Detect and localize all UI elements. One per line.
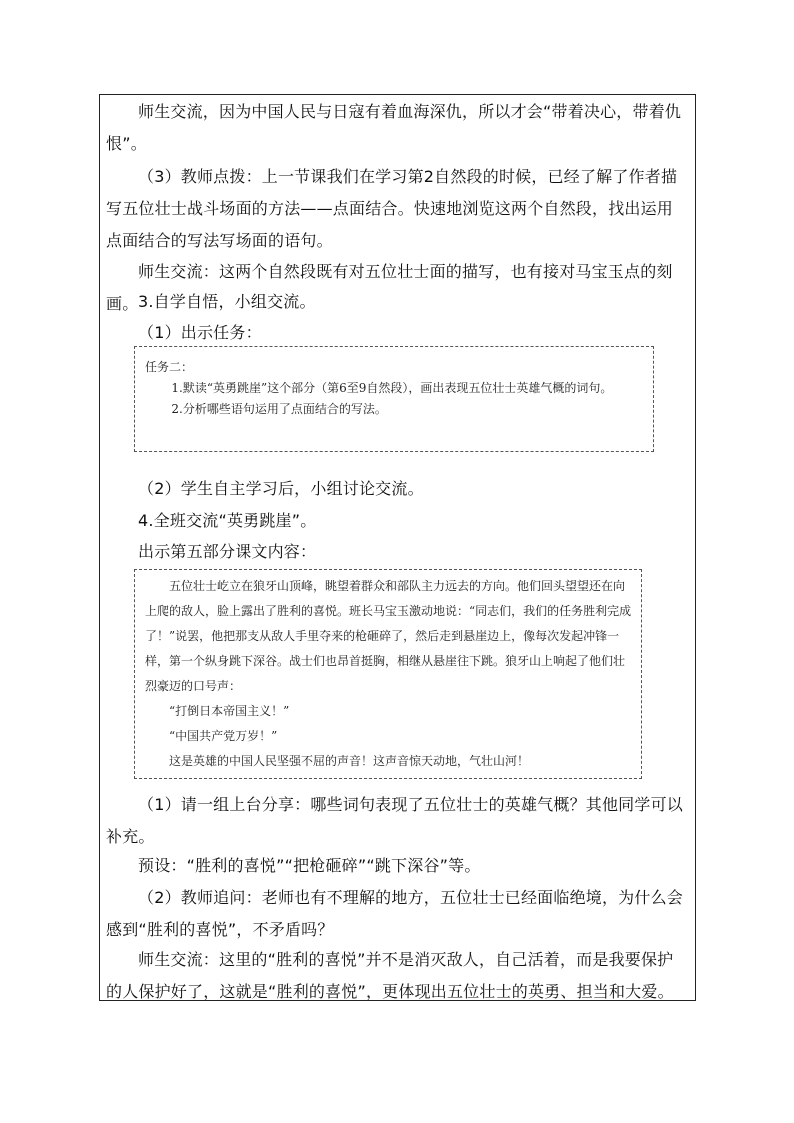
paragraph-show-task: （1）出示任务：: [138, 323, 262, 342]
paragraph-group-discussion: （2）学生自主学习后，小组讨论交流。: [138, 479, 424, 498]
text-box: [134, 569, 642, 779]
paragraph-teacher-guidance: （3）教师点拨：上一节课我们在学习第2自然段的时候，已经了解了作者描写五位壮士战斗场面的方法——点面结合。快速地浏览这两个自然段，找出运用点面结合的写法写场面的语句。: [106, 167, 678, 250]
paragraph-exchange-point-area: 师生交流：这两个自然段既有对五位壮士面的描写，也有接对马宝玉点的刻画。: [106, 262, 673, 313]
paragraph-class-exchange: 4.全班交流“英勇跳崖”。: [138, 511, 317, 530]
text-box-slogan-1: “打倒日本帝国主义！”: [169, 704, 290, 718]
paragraph-show-text: 出示第五部分课文内容：: [138, 542, 317, 561]
text-box-slogan-2: “中国共产党万岁！”: [169, 729, 278, 743]
paragraph-self-study: 3.自学自悟，小组交流。: [138, 292, 316, 311]
task-box-item-1: 1.默读“英勇跳崖”这个部分（第6至9自然段），画出表现五位壮士英雄气概的词句。: [171, 381, 613, 395]
task-box-title: 任务二：: [145, 360, 194, 374]
task-box-item-2: 2.分析哪些语句运用了点面结合的写法。: [171, 402, 387, 416]
paragraph-exchange-joy: 师生交流：这里的“胜利的喜悦”并不是消灭敌人，自己活着，而是我要保护的人保护好了，这就是“胜利的喜悦”，更体现出五位壮士的英勇、担当和大爱。: [106, 950, 674, 1001]
paragraph-teacher-question: （2）教师追问：老师也有不理解的地方，五位壮士已经面临绝境，为什么会感到“胜利的喜悦”，不矛盾吗？: [106, 888, 683, 939]
text-box-paragraph: 五位壮士屹立在狼牙山顶峰，眺望着群众和部队主力远去的方向。他们回头望望还在向上爬的敌人，脸上露出了胜利的喜悦。班长马宝玉激动地说：“同志们，我们的任务胜利完成了！”说罢，他把那支从敌人手里夺来的枪砸碎了，然后走到悬崖边上，像每次发起冲锋一样，第一个纵身跳下深谷。战士们也昂首挺胸，相继从悬崖往下跳。狼牙山上响起了他们壮烈豪迈的口号声：: [145, 579, 632, 693]
text-box-closing: 这是英雄的中国人民坚强不屈的声音！这声音惊天动地，气壮山河！: [169, 754, 530, 768]
paragraph-preset: 预设：“胜利的喜悦”“把枪砸碎”“跳下深谷”等。: [138, 856, 481, 875]
task-box: [134, 346, 654, 452]
paragraph-exchange-hatred: 师生交流，因为中国人民与日寇有着血海深仇，所以才会“带着决心，带着仇恨”。: [106, 102, 682, 153]
paragraph-group-share: （1）请一组上台分享：哪些词句表现了五位壮士的英雄气概？其他同学可以补充。: [106, 795, 683, 846]
